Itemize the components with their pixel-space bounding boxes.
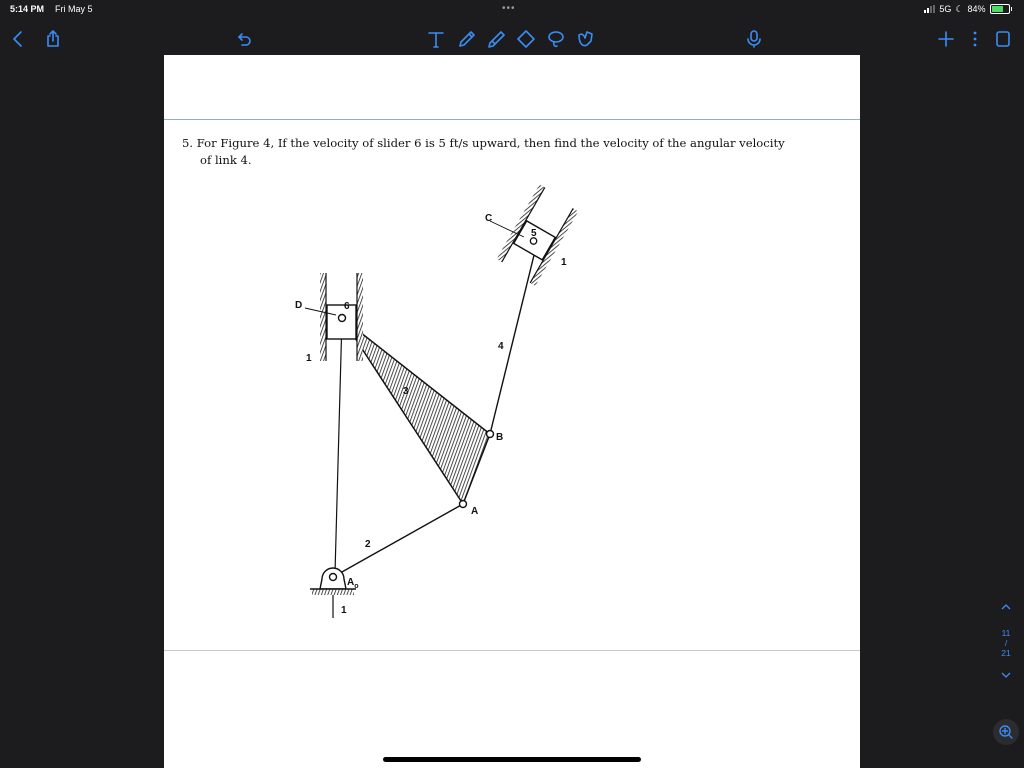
label-B: B [496,432,504,443]
ground-A0-hatch [312,589,354,595]
page-navigator [994,602,1018,692]
page-view-icon[interactable] [992,28,1014,50]
battery-icon [990,4,1010,14]
status-right [924,3,1012,15]
label-A: A [471,506,479,517]
toolbar [0,22,1024,56]
link-4-line [490,243,537,434]
battery-percent: 84% [967,4,986,14]
question-line-1: 5. For Figure 4, If the velocity of slider 6 is 5 ft/s upward, then find the velocity of the angular velocity [182,136,785,150]
page-total: 21 [1001,648,1011,658]
highlighter-tool-icon[interactable] [486,28,508,50]
add-icon[interactable] [935,28,957,50]
home-indicator[interactable] [383,757,641,762]
lasso-tool-icon[interactable] [545,28,567,50]
more-options-icon[interactable] [964,28,986,50]
page-separator: / [1004,638,1008,648]
share-icon[interactable] [42,28,64,50]
label-D: D [295,300,303,311]
status-bar [0,0,1024,20]
label-link-4: 4 [498,341,504,352]
microphone-icon[interactable] [743,28,765,50]
undo-icon[interactable] [233,28,255,50]
label-ground-left: 1 [306,353,312,364]
zoom-in-icon [998,724,1014,740]
page-divider-bottom [164,650,860,651]
text-tool-icon[interactable] [425,28,447,50]
page-up-icon[interactable] [994,602,1018,616]
question-line-2: of link 4. [200,153,252,167]
joint-A0 [330,574,337,581]
joint-D [339,315,346,322]
page-down-icon[interactable] [994,670,1018,682]
label-link-3: 3 [403,386,409,397]
eraser-tool-icon[interactable] [515,28,537,50]
slider-6-guide-left [320,273,326,361]
shapes-tool-icon[interactable] [574,28,596,50]
zoom-button[interactable] [993,719,1019,745]
label-link-5: 5 [531,228,537,239]
signal-icon [924,5,935,13]
mechanism-figure [280,181,620,626]
label-C: C [485,213,493,224]
network-label: 5G [939,4,952,14]
label-ground-bottom: 1 [341,605,347,616]
label-link-2: 2 [365,539,371,550]
link-2-line [333,504,463,577]
joint-A [460,501,467,508]
page-current[interactable]: 11 [1001,628,1011,638]
moon-icon: ☾ [955,3,964,14]
multitask-indicator[interactable]: ••• [502,3,516,14]
back-icon[interactable] [7,28,29,50]
slider-5-assembly [495,184,581,285]
vertical-rod-line [335,318,342,573]
label-A0: $A_o$ [347,577,359,590]
pen-tool-icon[interactable] [456,28,478,50]
question-text [182,135,842,169]
document-page[interactable] [164,55,860,768]
joint-B [487,431,494,438]
slider-6-guide-right [357,273,363,361]
battery-cap [1011,7,1013,11]
page-divider-top [164,119,860,120]
status-date: Fri May 5 [55,4,93,14]
status-time: 5:14 PM [10,4,45,14]
label-link-6: 6 [344,301,350,312]
label-ground-top: 1 [561,257,567,268]
link-3-triangle [342,318,490,504]
